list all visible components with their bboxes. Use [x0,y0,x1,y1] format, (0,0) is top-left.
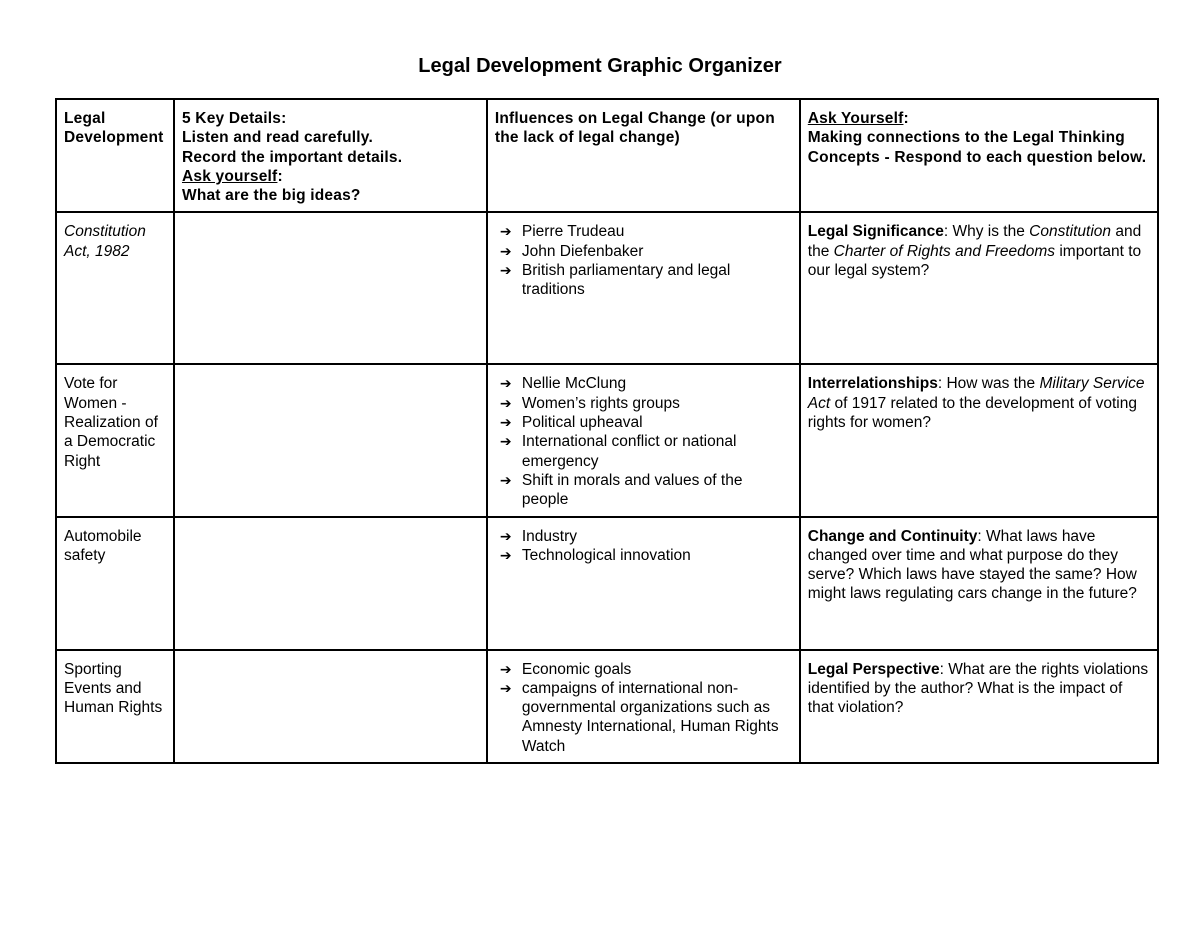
influences-cell [487,364,800,516]
key-details-cell [174,212,487,364]
list-item: ➔ Political upheaval [499,414,643,432]
key-details-cell [174,364,487,516]
concept-label: Change and Continuity [807,527,978,545]
header-row [56,99,1158,212]
header-key-details-line: 5 Key Details: [181,110,287,127]
table-row [56,517,1158,650]
legal-development-cell: Constitution Act, 1982 [56,212,174,364]
arrow-right-icon: ➔ [499,433,512,450]
header-legal-development: Legal Development [56,99,174,212]
list-item: ➔ Nellie McClung [499,375,627,393]
list-item: ➔ British parliamentary and legal traditions [499,262,731,299]
thinking-concept-cell: Interrelationships: How was the Military Service Act of 1917 related to the development of voting rights for women? [800,364,1158,516]
page-title: Legal Development Graphic Organizer [418,55,782,77]
arrow-right-icon: ➔ [499,471,512,488]
concept-label: Legal Perspective [807,660,940,678]
arrow-right-icon: ➔ [499,242,512,259]
table-row [56,650,1158,763]
arrow-right-icon: ➔ [499,660,512,677]
key-details-cell [174,517,487,650]
header-influences: Influences on Legal Change (or upon the lack of legal change) [487,99,800,212]
influences-cell [487,212,800,364]
header-key-details-ask: Ask yourself: [181,167,283,185]
thinking-concept-cell: Change and Continuity: What laws have changed over time and what purpose do they serve? Which laws have stayed the same? How might laws regulating cars change in the future? [800,517,1158,650]
legal-development-cell: Sporting Events and Human Rights [56,650,174,763]
arrow-right-icon: ➔ [499,223,512,240]
header-ask-yourself [800,99,1158,212]
list-item: ➔ Technological innovation [499,546,691,564]
concept-label: Legal Significance [807,223,944,241]
table-row [56,364,1158,516]
arrow-right-icon: ➔ [499,414,512,431]
header-ask-yourself-label: Ask Yourself: [807,110,909,127]
arrow-right-icon: ➔ [499,394,512,411]
legal-development-cell: Vote for Women - Realization of a Democratic Right [56,364,174,516]
list-item: ➔ Shift in morals and values of the people [499,471,743,509]
influences-cell [487,517,800,650]
header-key-details-line: Record the important details. [181,148,403,166]
list-item: ➔ Women’s rights groups [499,394,680,412]
list-item: ➔ John Diefenbaker [499,242,644,260]
influences-cell [487,650,800,763]
header-key-details-line: What are the big ideas? [181,187,361,205]
key-details-cell [174,650,487,763]
list-item: ➔ Pierre Trudeau [499,223,625,241]
list-item: ➔ International conflict or national emergency [499,433,737,470]
arrow-right-icon: ➔ [499,375,512,392]
arrow-right-icon: ➔ [499,262,512,279]
header-ask-yourself-body: Making connections to the Legal Thinking Concepts - Respond to each question below. [807,129,1147,166]
arrow-right-icon: ➔ [499,546,512,563]
list-item: ➔ Economic goals [499,660,632,678]
legal-development-cell: Automobile safety [56,517,174,650]
thinking-concept-cell: Legal Perspective: What are the rights violations identified by the author? What is the impact of that violation? [800,650,1158,763]
concept-label: Interrelationships [807,375,938,393]
list-item: ➔ Industry [499,527,578,545]
arrow-right-icon: ➔ [499,679,512,696]
table-row [56,212,1158,364]
thinking-concept-cell: Legal Significance: Why is the Constitution and the Charter of Rights and Freedoms important to our legal system? [800,212,1158,364]
header-key-details [174,99,487,212]
organizer-table [55,98,1159,764]
list-item: ➔ campaigns of international non-governmental organizations such as Amnesty International, Human Rights Watch [499,679,779,755]
header-key-details-line: Listen and read carefully. [181,129,373,147]
arrow-right-icon: ➔ [499,527,512,544]
